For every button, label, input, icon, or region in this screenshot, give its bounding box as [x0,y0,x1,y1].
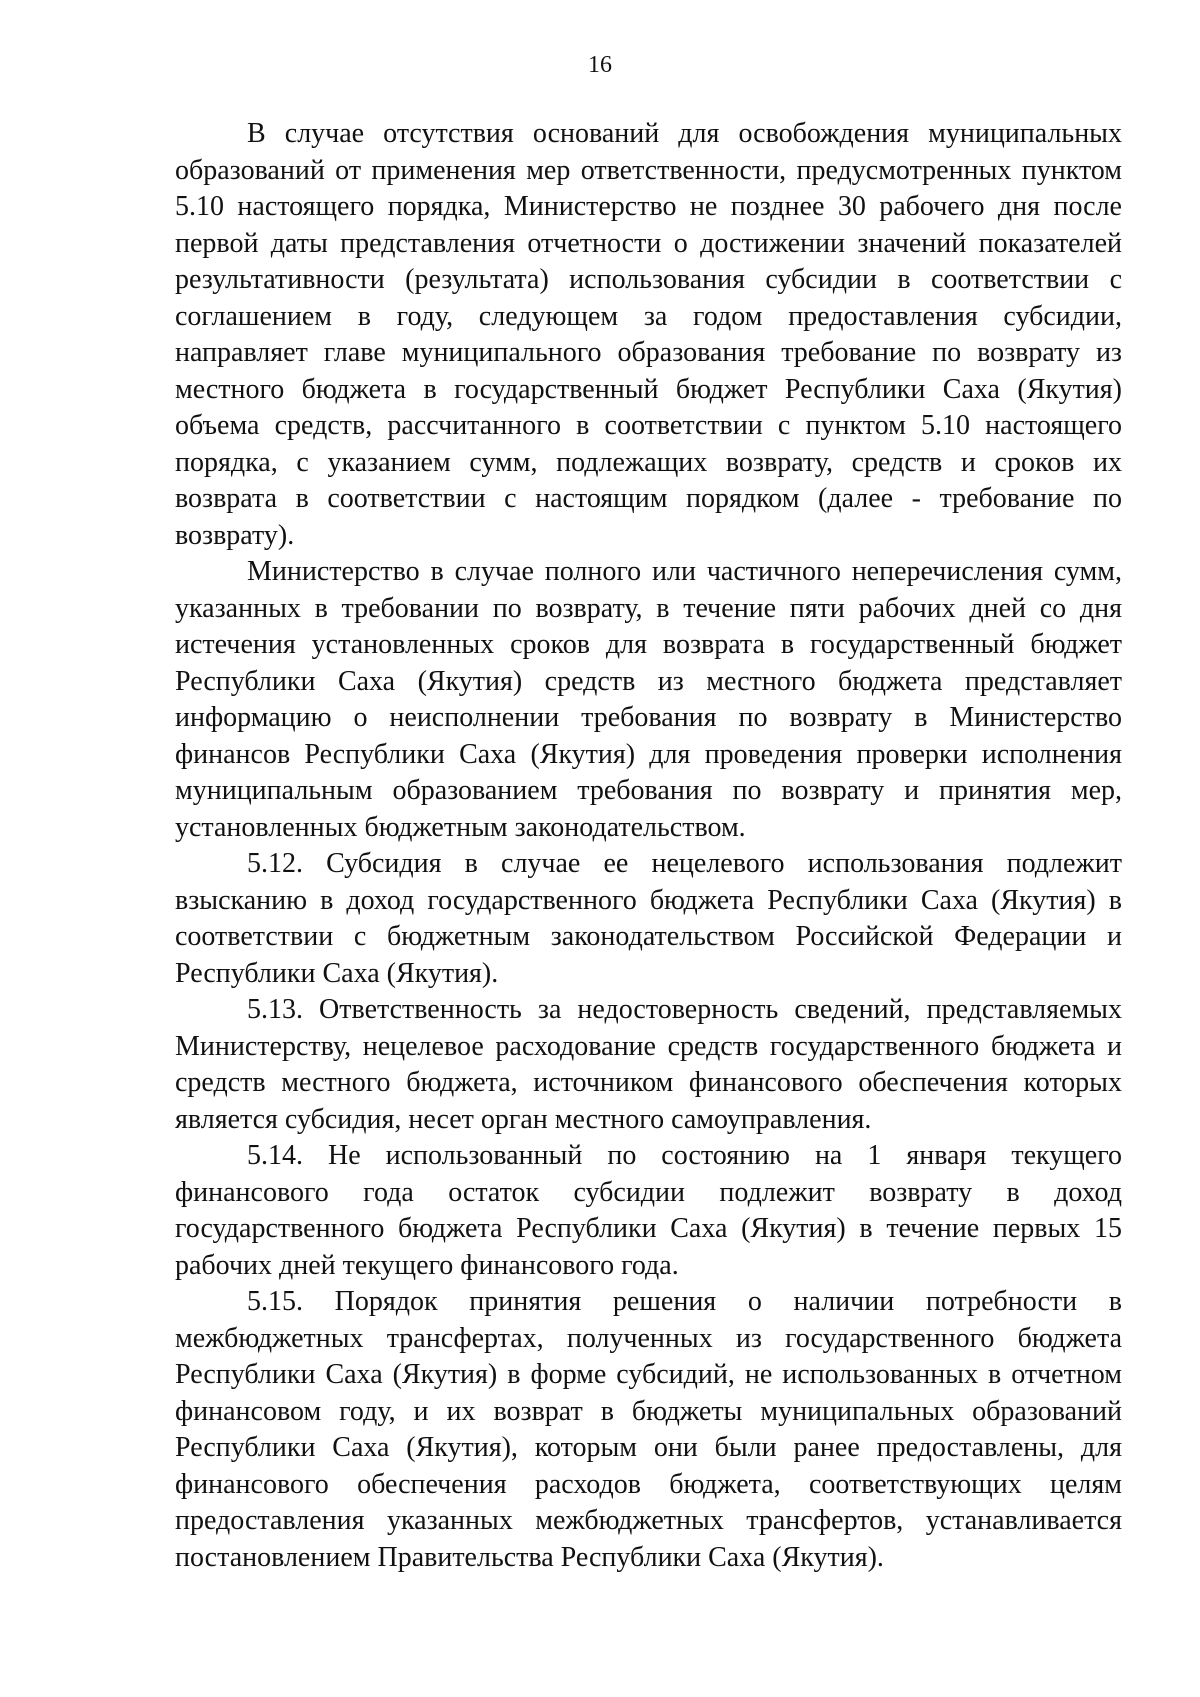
paragraph-non-transfer-information: Министерство в случае полного или частичного неперечисления сумм, указанных в требовании по возврату, в течение пяти рабочих дней со дня истечения установленных сроков для возврата в государственный бюджет Республики Саха (Якутия) средств из местного бюджета представляет информацию о неисполнении требования по возврату в Министерство финансов Республики Саха (Якутия) для проведения проверки исполнения муниципальным образованием требования по возврату и принятия мер, установленных бюджетным законодательством. [175,556,1122,843]
paragraph-5-13: 5.13. Ответственность за недостоверность сведений, представляемых Министерству, нецелевое расходование средств государственного бюджета и средств местного бюджета, источником финансового обеспечения которых является субсидия, несет орган местного самоуправления. [175,994,1122,1135]
paragraph-return-requirement: В случае отсутствия оснований для освобождения муниципальных образований от применения мер ответственности, предусмотренных пунктом 5.10 настоящего порядка, Министерство не позднее 30 рабочего дня после первой даты представления отчетности о достижении значений показателей результативности (результата) использования субсидии в соответствии с соглашением в году, следующем за годом предоставления субсидии, направляет главе муниципального образования требование по возврату из местного бюджета в государственный бюджет Республики Саха (Якутия) объема средств, рассчитанного в соответствии с пунктом 5.10 настоящего порядка, с указанием сумм, подлежащих возврату, средств и сроков их возврата в соответствии с настоящим порядком (далее - требование по возврату). [175,118,1122,551]
document-body [175,116,1122,1576]
paragraph-5-12: 5.12. Субсидия в случае ее нецелевого использования подлежит взысканию в доход государственного бюджета Республики Саха (Якутия) в соответствии с бюджетным законодательством Российской Федерации и Республики Саха (Якутия). [175,848,1122,989]
paragraph-5-14: 5.14. Не использованный по состоянию на 1 января текущего финансового года остаток субсидии подлежит возврату в доход государственного бюджета Республики Саха (Якутия) в течение первых 15 рабочих дней текущего финансового года. [175,1140,1122,1281]
paragraph-5-15: 5.15. Порядок принятия решения о наличии потребности в межбюджетных трансфертах, полученных из государственного бюджета Республики Саха (Якутия) в форме субсидий, не использованных в отчетном финансовом году, и их возврат в бюджеты муниципальных образований Республики Саха (Якутия), которым они были ранее предоставлены, для финансового обеспечения расходов бюджета, соответствующих целям предоставления указанных межбюджетных трансфертов, устанавливается постановлением Правительства Республики Саха (Якутия). [175,1286,1122,1573]
page-number: 16 [588,52,612,78]
